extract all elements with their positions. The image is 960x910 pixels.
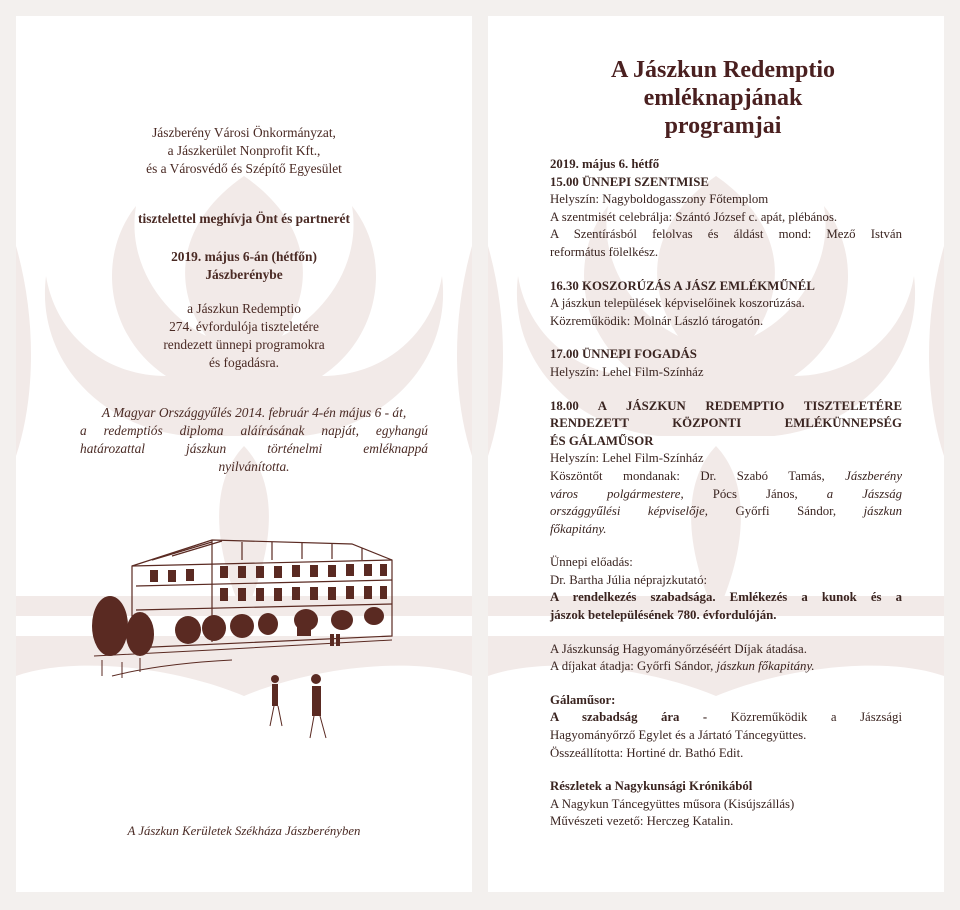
title-line: A Jászkun Redemptio	[610, 57, 836, 83]
note-line: nyilvánította.	[218, 459, 290, 474]
program-date: 2019. május 6. hétfő	[550, 157, 660, 171]
gala-line: Összeállította: Hortiné dr. Bathó Edit.	[550, 745, 744, 760]
event-heading: 17.00 ÜNNEPI FOGADÁS	[550, 347, 697, 362]
award-line	[550, 658, 902, 676]
event-heading: ÉS GÁLAMŰSOR	[550, 433, 654, 448]
event-line: Helyszín: Nagyboldogasszony Főtemplom	[550, 192, 769, 207]
program-right-page	[488, 16, 944, 892]
organizer-line: a Jászkerület Nonprofit Kft.,	[167, 143, 321, 158]
event-heading: 18.00 A JÁSZKUN REDEMPTIO TISZTELETÉRE	[550, 398, 902, 413]
event-line: Közreműködik: Molnár László tárogatón.	[550, 313, 764, 328]
greeting-role: jászkun	[863, 504, 903, 519]
greeting-role: főkapitány.	[550, 521, 607, 536]
gala-line: Hagyományőrző Egylet és a Jártató Táncegyüttes.	[550, 728, 807, 743]
invitation-left-page	[16, 16, 472, 892]
event-line: református fölelkész.	[550, 244, 659, 259]
greeting-line	[550, 486, 902, 504]
organizers-block	[16, 124, 472, 178]
event-place: Jászberénybe	[205, 267, 283, 282]
gala-heading: Gálaműsor:	[550, 692, 616, 707]
lecture-title: A rendelkezés szabadsága. Emlékezés a kunok és a	[550, 590, 902, 605]
occasion-line: rendezett ünnepi programokra	[163, 337, 325, 352]
chronicle-line: Művészeti vezető: Herczeg Katalin.	[550, 814, 734, 829]
event-heading: RENDEZETT KÖZPONTI EMLÉKÜNNEPSÉG	[550, 416, 902, 431]
greeting-role: város polgármestere,	[550, 486, 684, 501]
parliament-note	[80, 404, 428, 476]
note-line: A Magyar Országgyűlés 2014. február 4-én május 6 - át,	[101, 405, 407, 420]
event-date: 2019. május 6-án (hétfőn)	[171, 249, 317, 264]
building-sketch	[92, 526, 402, 762]
note-line: határozattal jászkun történelmi emléknappá	[80, 441, 428, 456]
event-line: A szentmisét celebrálja: Szántó József c. apát, plébános.	[550, 209, 838, 224]
greeting-text: Köszöntőt mondanak: Dr. Szabó Tamás,	[550, 468, 825, 483]
greeting-role: országgyűlési képviselője,	[550, 504, 708, 519]
award-text: A díjakat átadja: Győrfi Sándor,	[550, 659, 714, 674]
occasion-line: 274. évfordulója tiszteletére	[169, 319, 319, 334]
greeting-role: a Jászság	[826, 486, 903, 501]
event-heading: 16.30 KOSZORÚZÁS A JÁSZ EMLÉKMŰNÉL	[550, 278, 815, 293]
sketch-caption: A Jászkun Kerületek Székháza Jászberényben	[127, 824, 361, 838]
lecture-title: jászok betelepülésének 780. évfordulóján.	[550, 608, 777, 623]
program-title	[544, 56, 902, 140]
event-line: Helyszín: Lehel Film-Színház	[550, 364, 704, 379]
event-line: A jászkun települések képviselőinek koszorúzása.	[550, 296, 805, 311]
gala-line	[550, 709, 902, 727]
greeting-line	[550, 468, 902, 486]
gala-text: Közreműködik a Jászsági	[730, 710, 903, 725]
occasion-block	[16, 300, 472, 372]
date-block	[16, 248, 472, 284]
award-role: jászkun főkapitány.	[716, 659, 815, 674]
event-venue: Helyszín: Lehel Film-Színház	[550, 451, 704, 466]
chronicle-heading: Részletek a Nagykunsági Krónikából	[550, 779, 753, 794]
note-line: a redemptiós diploma aláírásának napját, egyhangú	[80, 423, 428, 438]
organizer-line: és a Városvédő és Szépítő Egyesület	[146, 161, 342, 176]
invite-block	[16, 210, 472, 228]
event-heading: 15.00 ÜNNEPI SZENTMISE	[550, 174, 709, 189]
chronicle-line: A Nagykun Táncegyüttes műsora (Kisújszállás)	[550, 796, 795, 811]
greeting-line	[550, 503, 902, 521]
gala-piece: A szabadság ára -	[550, 710, 708, 725]
title-line: emléknapjának	[643, 85, 803, 111]
organizer-line: Jászberény Városi Önkormányzat,	[152, 125, 336, 140]
event-line: A Szentírásból felolvas és áldást mond: Mező István	[550, 227, 902, 242]
greeting-text: Pócs János,	[712, 486, 798, 501]
award-line: A Jászkunság Hagyományőrzéséért Díjak átadása.	[550, 641, 807, 656]
greeting-text: Győrfi Sándor,	[735, 504, 837, 519]
program-list	[550, 156, 902, 831]
occasion-line: a Jászkun Redemptio	[187, 301, 301, 316]
invite-line: tisztelettel meghívja Önt és partnerét	[138, 211, 350, 226]
occasion-line: és fogadásra.	[209, 355, 279, 370]
lecture-speaker: Dr. Bartha Júlia néprajzkutató:	[550, 572, 708, 587]
greeting-role: Jászberény	[845, 468, 903, 483]
title-line: programjai	[664, 113, 782, 139]
lecture-label: Ünnepi előadás:	[550, 555, 633, 570]
